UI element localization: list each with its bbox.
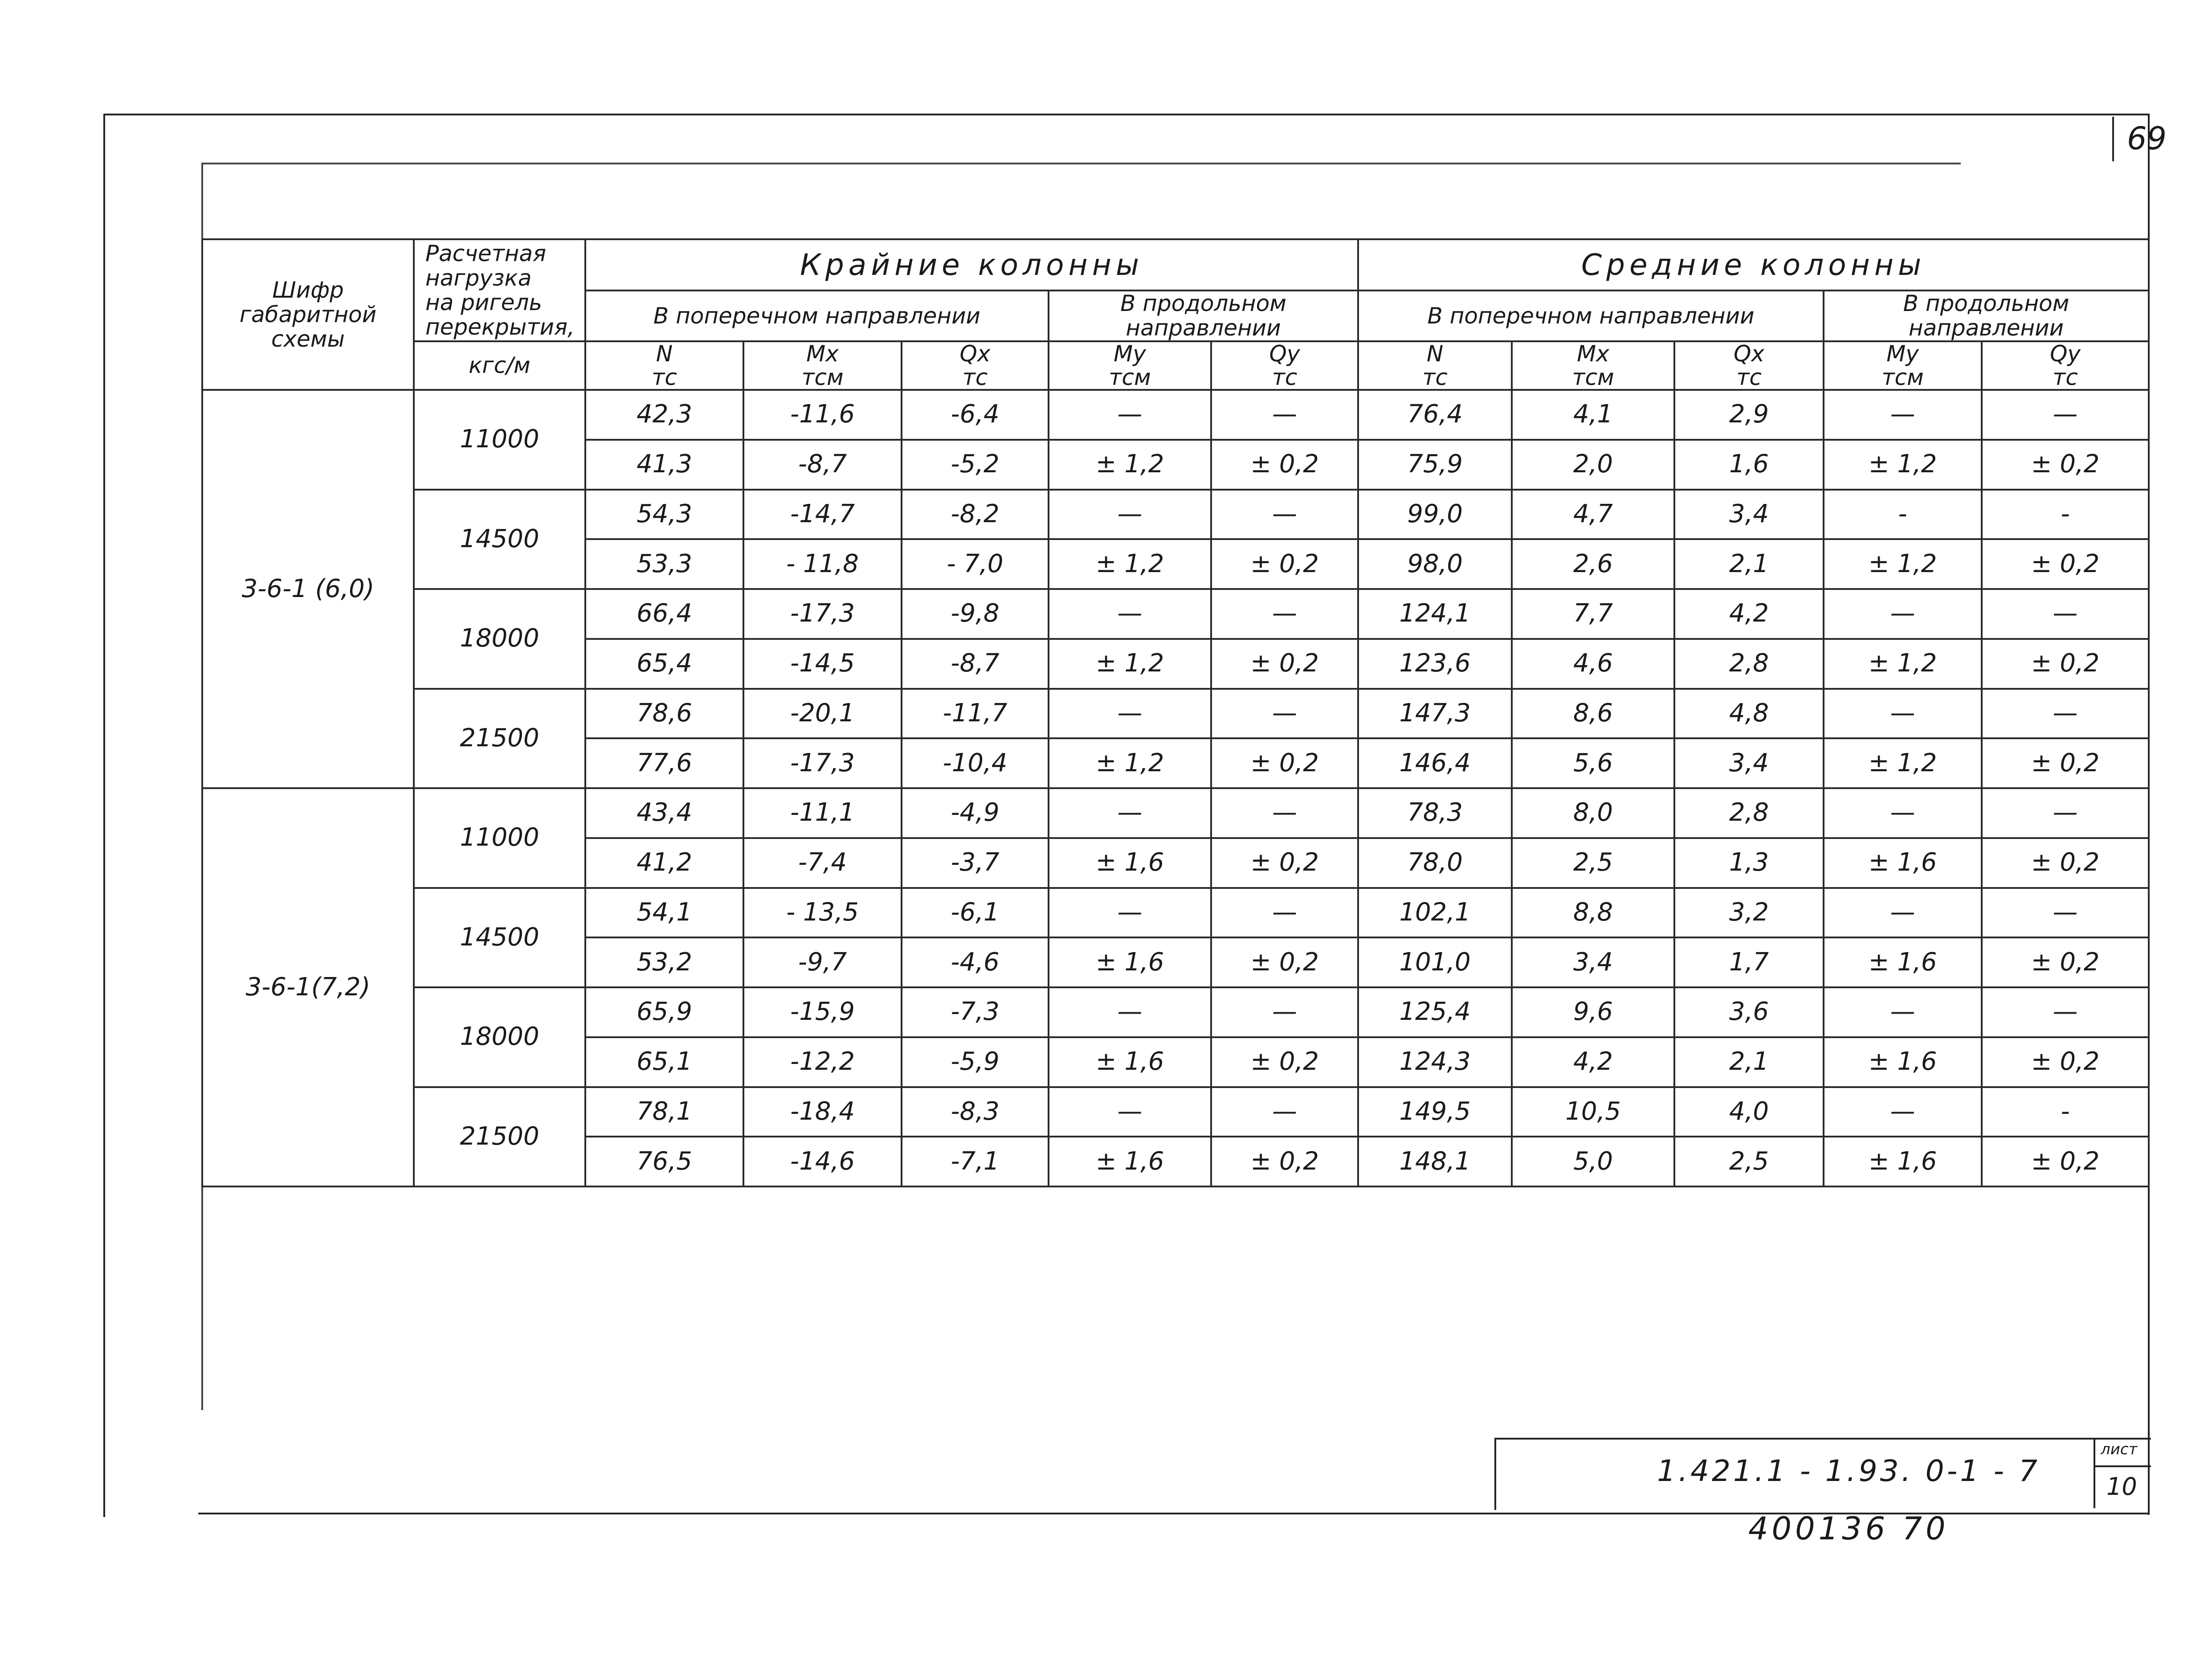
value-cell: 2,9 [1674, 390, 1824, 440]
scheme-cell: 3-6-1(7,2) [202, 788, 414, 1186]
value-cell: ± 0,2 [1211, 738, 1358, 788]
page-number: 69 [2127, 120, 2167, 157]
value-cell: — [1211, 490, 1358, 540]
value-cell: — [1982, 987, 2149, 1037]
value-cell: — [1211, 589, 1358, 639]
value-cell: ± 1,6 [1049, 1037, 1211, 1087]
col-header: Qx тс [1674, 341, 1824, 390]
load-cell: 14500 [414, 490, 585, 589]
value-cell: - [1982, 490, 2149, 540]
value-cell: 148,1 [1358, 1137, 1512, 1186]
value-cell: — [1211, 987, 1358, 1037]
value-cell: ± 1,2 [1049, 440, 1211, 490]
value-cell: 4,1 [1512, 390, 1674, 440]
edge-longitudinal-header: В продольном направлении [1049, 290, 1358, 341]
value-cell: 1,7 [1674, 937, 1824, 987]
value-cell: — [1824, 1087, 1982, 1137]
col-header: Qy тс [1982, 341, 2149, 390]
value-cell: — [1824, 987, 1982, 1037]
value-cell: 3,4 [1674, 490, 1824, 540]
value-cell: ± 1,6 [1049, 838, 1211, 888]
value-cell: 42,3 [585, 390, 743, 440]
value-cell: -7,1 [902, 1137, 1049, 1186]
table-body [202, 390, 2149, 1186]
scheme-header: Шифр габаритной схемы [202, 239, 414, 390]
value-cell: ± 1,6 [1049, 937, 1211, 987]
sheet-separator [2095, 1465, 2151, 1467]
value-cell: 66,4 [585, 589, 743, 639]
value-cell: -14,6 [743, 1137, 902, 1186]
value-cell: 123,6 [1358, 639, 1512, 689]
value-cell: -18,4 [743, 1087, 902, 1137]
value-cell: 10,5 [1512, 1087, 1674, 1137]
value-cell: 7,7 [1512, 589, 1674, 639]
value-cell: ± 0,2 [1982, 440, 2149, 490]
value-cell: 8,6 [1512, 689, 1674, 739]
value-cell: -11,6 [743, 390, 902, 440]
value-cell: 43,4 [585, 788, 743, 838]
value-cell: — [1049, 689, 1211, 739]
document-code: 1.421.1 - 1.93. 0-1 - 7 [1657, 1454, 2041, 1488]
page-number-tick [2112, 117, 2114, 161]
load-table [201, 238, 2150, 1187]
value-cell: -20,1 [743, 689, 902, 739]
value-cell: 54,3 [585, 490, 743, 540]
sheet-cell [2094, 1438, 2151, 1508]
edge-transverse-header: В поперечном направлении [585, 290, 1049, 341]
value-cell: -7,4 [743, 838, 902, 888]
value-cell: 78,0 [1358, 838, 1512, 888]
value-cell: ± 0,2 [1982, 1137, 2149, 1186]
value-cell: — [1049, 1087, 1211, 1137]
value-cell: 65,9 [585, 987, 743, 1037]
value-cell: -6,1 [902, 888, 1049, 938]
value-cell: ± 0,2 [1982, 937, 2149, 987]
value-cell: 41,2 [585, 838, 743, 888]
value-cell: 2,8 [1674, 639, 1824, 689]
value-cell: ± 0,2 [1211, 539, 1358, 589]
col-header: Mx тсм [1512, 341, 1674, 390]
value-cell: 53,2 [585, 937, 743, 987]
value-cell: ± 1,2 [1824, 440, 1982, 490]
frame-top-line [103, 114, 2148, 115]
value-cell: -15,9 [743, 987, 902, 1037]
value-cell: - [1982, 1087, 2149, 1137]
value-cell: ± 0,2 [1982, 838, 2149, 888]
value-cell: ± 1,2 [1049, 738, 1211, 788]
value-cell: 4,2 [1674, 589, 1824, 639]
value-cell: ± 1,6 [1824, 838, 1982, 888]
value-cell: 54,1 [585, 888, 743, 938]
value-cell: 76,4 [1358, 390, 1512, 440]
value-cell: -12,2 [743, 1037, 902, 1087]
value-cell: — [1824, 888, 1982, 938]
col-header: N тс [1358, 341, 1512, 390]
value-cell: ± 0,2 [1982, 639, 2149, 689]
inventory-number: 400136 70 [1748, 1510, 1949, 1547]
value-cell: ± 1,2 [1049, 539, 1211, 589]
value-cell: ± 0,2 [1982, 738, 2149, 788]
value-cell: 2,0 [1512, 440, 1674, 490]
value-cell: — [1049, 490, 1211, 540]
value-cell: ± 0,2 [1982, 1037, 2149, 1087]
value-cell: — [1049, 788, 1211, 838]
value-cell: 124,1 [1358, 589, 1512, 639]
value-cell: 147,3 [1358, 689, 1512, 739]
middle-transverse-header: В поперечном направлении [1358, 290, 1824, 341]
value-cell: — [1982, 589, 2149, 639]
middle-longitudinal-header: В продольном направлении [1824, 290, 2149, 341]
value-cell: -5,9 [902, 1037, 1049, 1087]
value-cell: -14,7 [743, 490, 902, 540]
value-cell: — [1982, 788, 2149, 838]
value-cell: 77,6 [585, 738, 743, 788]
value-cell: 98,0 [1358, 539, 1512, 589]
value-cell: — [1982, 689, 2149, 739]
col-header: Qy тс [1211, 341, 1358, 390]
value-cell: ± 1,6 [1049, 1137, 1211, 1186]
value-cell: -10,4 [902, 738, 1049, 788]
value-cell: 3,2 [1674, 888, 1824, 938]
value-cell: -11,1 [743, 788, 902, 838]
value-cell: -4,9 [902, 788, 1049, 838]
value-cell: - [1824, 490, 1982, 540]
value-cell: ± 0,2 [1211, 1037, 1358, 1087]
frame-left-line [103, 114, 105, 1517]
value-cell: — [1982, 888, 2149, 938]
value-cell: ± 1,2 [1049, 639, 1211, 689]
table-row [202, 987, 2149, 1037]
value-cell: ± 0,2 [1211, 1137, 1358, 1186]
value-cell: 8,0 [1512, 788, 1674, 838]
middle-columns-header: Средние колонны [1358, 239, 2149, 290]
value-cell: -14,5 [743, 639, 902, 689]
table-row [202, 888, 2149, 938]
value-cell: — [1211, 689, 1358, 739]
value-cell: 99,0 [1358, 490, 1512, 540]
value-cell: — [1049, 589, 1211, 639]
value-cell: ± 1,2 [1824, 539, 1982, 589]
load-cell: 21500 [414, 1087, 585, 1187]
value-cell: — [1211, 390, 1358, 440]
value-cell: 78,3 [1358, 788, 1512, 838]
value-cell: 102,1 [1358, 888, 1512, 938]
value-cell: 78,1 [585, 1087, 743, 1137]
load-cell: 21500 [414, 689, 585, 789]
value-cell: - 11,8 [743, 539, 902, 589]
value-cell: ± 0,2 [1982, 539, 2149, 589]
col-header: Qx тс [902, 341, 1049, 390]
value-cell: — [1211, 888, 1358, 938]
load-cell: 14500 [414, 888, 585, 988]
table-row [202, 390, 2149, 440]
value-cell: — [1211, 1087, 1358, 1137]
table-row [202, 788, 2149, 838]
edge-columns-header: Крайние колонны [585, 239, 1358, 290]
value-cell: ± 1,2 [1824, 738, 1982, 788]
value-cell: — [1824, 390, 1982, 440]
load-unit: кгс/м [414, 341, 585, 390]
value-cell: — [1211, 788, 1358, 838]
table-row [202, 589, 2149, 639]
value-cell: 5,6 [1512, 738, 1674, 788]
value-cell: 124,3 [1358, 1037, 1512, 1087]
value-cell: — [1049, 888, 1211, 938]
value-cell: 3,6 [1674, 987, 1824, 1037]
sheet-value: 10 [2106, 1473, 2137, 1501]
col-header: Mx тсм [743, 341, 902, 390]
value-cell: 2,5 [1512, 838, 1674, 888]
value-cell: 146,4 [1358, 738, 1512, 788]
value-cell: — [1824, 689, 1982, 739]
value-cell: — [1824, 788, 1982, 838]
load-cell: 11000 [414, 788, 585, 888]
scheme-cell: 3-6-1 (6,0) [202, 390, 414, 788]
table-row [202, 1087, 2149, 1137]
value-cell: -17,3 [743, 589, 902, 639]
value-cell: -8,2 [902, 490, 1049, 540]
load-cell: 11000 [414, 390, 585, 490]
value-cell: 125,4 [1358, 987, 1512, 1037]
value-cell: -8,3 [902, 1087, 1049, 1137]
value-cell: ± 1,6 [1824, 1037, 1982, 1087]
value-cell: ± 1,6 [1824, 1137, 1982, 1186]
value-cell: 4,0 [1674, 1087, 1824, 1137]
inner-top-line [201, 163, 1961, 164]
load-cell: 18000 [414, 589, 585, 689]
col-header: N тс [585, 341, 743, 390]
col-header: My тсм [1824, 341, 1982, 390]
value-cell: -17,3 [743, 738, 902, 788]
value-cell: 76,5 [585, 1137, 743, 1186]
value-cell: ± 0,2 [1211, 440, 1358, 490]
value-cell: -8,7 [743, 440, 902, 490]
value-cell: 65,1 [585, 1037, 743, 1087]
value-cell: ± 1,6 [1824, 937, 1982, 987]
value-cell: -5,2 [902, 440, 1049, 490]
value-cell: — [1049, 987, 1211, 1037]
col-header: My тсм [1049, 341, 1211, 390]
value-cell: 5,0 [1512, 1137, 1674, 1186]
value-cell: 4,8 [1674, 689, 1824, 739]
value-cell: 4,6 [1512, 639, 1674, 689]
value-cell: 101,0 [1358, 937, 1512, 987]
value-cell: - 13,5 [743, 888, 902, 938]
value-cell: 1,6 [1674, 440, 1824, 490]
load-header: Расчетная нагрузка на ригель перекрытия, [414, 239, 585, 341]
table-row [202, 490, 2149, 540]
value-cell: — [1824, 589, 1982, 639]
value-cell: 2,1 [1674, 539, 1824, 589]
table-row [202, 689, 2149, 739]
value-cell: -8,7 [902, 639, 1049, 689]
value-cell: 1,3 [1674, 838, 1824, 888]
value-cell: 75,9 [1358, 440, 1512, 490]
value-cell: 3,4 [1512, 937, 1674, 987]
value-cell: -6,4 [902, 390, 1049, 440]
value-cell: 4,7 [1512, 490, 1674, 540]
value-cell: 9,6 [1512, 987, 1674, 1037]
value-cell: 3,4 [1674, 738, 1824, 788]
value-cell: 78,6 [585, 689, 743, 739]
value-cell: ± 0,2 [1211, 937, 1358, 987]
value-cell: 2,6 [1512, 539, 1674, 589]
value-cell: 8,8 [1512, 888, 1674, 938]
value-cell: 65,4 [585, 639, 743, 689]
value-cell: 2,8 [1674, 788, 1824, 838]
value-cell: -7,3 [902, 987, 1049, 1037]
value-cell: ± 1,2 [1824, 639, 1982, 689]
value-cell: — [1049, 390, 1211, 440]
value-cell: -11,7 [902, 689, 1049, 739]
value-cell: -4,6 [902, 937, 1049, 987]
value-cell: -9,7 [743, 937, 902, 987]
value-cell: -9,8 [902, 589, 1049, 639]
value-cell: -3,7 [902, 838, 1049, 888]
value-cell: ± 0,2 [1211, 639, 1358, 689]
value-cell: - 7,0 [902, 539, 1049, 589]
value-cell: 53,3 [585, 539, 743, 589]
value-cell: ± 0,2 [1211, 838, 1358, 888]
load-cell: 18000 [414, 987, 585, 1087]
unit-header-row [202, 341, 2149, 390]
value-cell: 149,5 [1358, 1087, 1512, 1137]
sheet-label: лист [2101, 1440, 2138, 1458]
value-cell: — [1982, 390, 2149, 440]
value-cell: 2,5 [1674, 1137, 1824, 1186]
value-cell: 2,1 [1674, 1037, 1824, 1087]
value-cell: 4,2 [1512, 1037, 1674, 1087]
value-cell: 41,3 [585, 440, 743, 490]
